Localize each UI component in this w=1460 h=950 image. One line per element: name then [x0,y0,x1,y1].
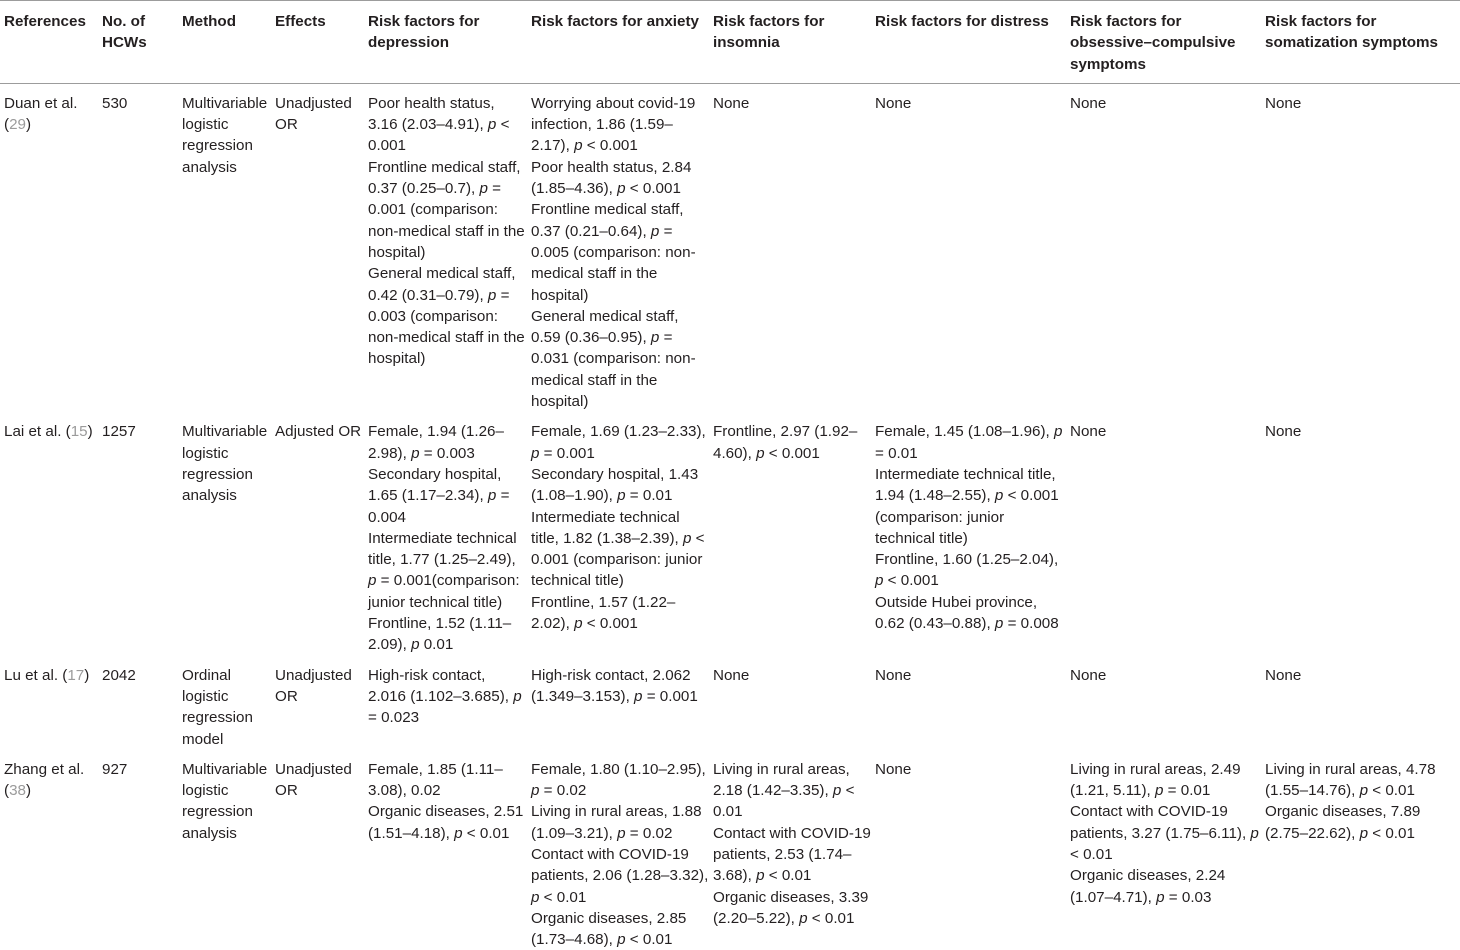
header-ocd: Risk factors for obsessive–compulsive symptoms [1066,1,1261,84]
risk-factor-entry: Contact with COVID-19 patients, 2.53 (1.74–3.68), p < 0.01 [713,824,871,885]
cell-reference: Zhang et al. (38) [4,760,85,800]
risk-factor-entry: Living in rural areas, 1.88 (1.09–3.21), p = 0.02 [531,803,702,842]
cell-distress [871,83,1066,412]
cell-ocd [1066,656,1261,750]
risk-factor-entry: Female, 1.45 (1.08–1.96), p = 0.01 [875,423,1063,462]
header-insomnia: Risk factors for insomnia [709,1,871,84]
reference-author: Lai et al. [4,423,62,441]
table-row [0,83,1460,412]
risk-factor-entry: Intermediate technical title, 1.94 (1.48–2.55), p < 0.001 (comparison: junior technical title) [875,465,1059,547]
cell-effects: Unadjusted OR [275,760,352,800]
header-references: References [0,1,98,84]
reference-author: Duan et al. [4,94,78,112]
cell-method: Ordinal logistic regression model [182,666,253,748]
reference-link[interactable]: 17 [67,666,85,684]
risk-factor-entry: Intermediate technical title, 1.82 (1.38–2.39), p < 0.001 (comparison: junior technical title) [531,508,705,590]
cell-ocd [1066,412,1261,655]
risk-factor-entry: Organic diseases, 2.85 (1.73–4.68), p < 0.01 [531,909,687,949]
risk-factor-entry: General medical staff, 0.42 (0.31–0.79), p = 0.003 (comparison: non-medical staff in the hospital) [368,265,525,368]
risk-factor-entry: Organic diseases, 3.39 (2.20–5.22), p < 0.01 [713,888,869,927]
risk-factor-entry: Organic diseases, 2.51 (1.51–4.18), p < 0.01 [368,803,524,842]
cell-insomnia [709,750,871,950]
table-row [0,656,1460,750]
header-depression: Risk factors for depression [364,1,527,84]
reference-link[interactable]: 29 [9,116,26,134]
risk-factor-entry: Worrying about covid-19 infection, 1.86 (1.59–2.17), p < 0.001 [531,94,696,155]
cell-depression [364,656,527,750]
risk-factor-entry: Poor health status, 3.16 (2.03–4.91), p < 0.001 [368,94,510,155]
risk-factor-entry: Contact with COVID-19 patients, 2.06 (1.28–3.32), p < 0.01 [531,845,709,906]
reference-author: Lu et al. [4,666,59,684]
risk-factor-entry: None [875,94,912,112]
cell-reference: Lu et al. (17) [4,666,90,684]
cell-somatization [1261,656,1460,750]
risk-factor-entry: Living in rural areas, 2.18 (1.42–3.35), p < 0.01 [713,760,855,821]
risk-factor-entry: Poor health status, 2.84 (1.85–4.36), p < 0.001 [531,158,692,198]
risk-factor-entry: None [1265,666,1302,684]
risk-factor-entry: None [1070,666,1107,684]
cell-depression [364,750,527,950]
cell-insomnia [709,83,871,412]
cell-insomnia [709,656,871,750]
cell-effects: Unadjusted OR [275,666,352,705]
cell-hcws: 1257 [102,423,136,441]
cell-distress [871,412,1066,655]
cell-depression [364,412,527,655]
cell-hcws: 2042 [102,666,136,684]
risk-factor-entry: Living in rural areas, 2.49 (1.21, 5.11), p = 0.01 [1070,760,1241,800]
cell-ocd [1066,750,1261,950]
cell-effects: Adjusted OR [275,423,362,441]
cell-method: Multivariable logistic regression analysis [182,423,268,505]
cell-distress [871,750,1066,950]
risk-factor-entry: Frontline, 2.97 (1.92–4.60), p < 0.001 [713,423,858,462]
cell-effects: Unadjusted OR [275,94,352,134]
risk-factor-entry: Contact with COVID-19 patients, 3.27 (1.75–6.11), p < 0.01 [1070,803,1259,863]
cell-somatization [1261,83,1460,412]
cell-distress [871,656,1066,750]
cell-ocd [1066,83,1261,412]
risk-factor-entry: Intermediate technical title, 1.77 (1.25–2.49), p = 0.001(comparison: junior technical title) [368,529,520,611]
risk-factor-entry: None [1265,94,1302,112]
risk-factor-entry: Frontline, 1.52 (1.11–2.09), p 0.01 [368,615,512,654]
table-body [0,83,1460,950]
risk-factor-entry: Female, 1.94 (1.26–2.98), p = 0.003 [368,423,504,462]
cell-insomnia [709,412,871,655]
cell-anxiety [527,656,709,750]
cell-reference: Duan et al. (29) [4,94,78,134]
cell-depression [364,83,527,412]
risk-factor-entry: None [713,94,750,112]
table-header-row [0,1,1460,84]
risk-factor-entry: None [1070,423,1107,441]
risk-factor-entry: Frontline medical staff, 0.37 (0.21–0.64), p = 0.005 (comparison: non-medical staff in the hospital) [531,201,696,304]
cell-method: Multivariable logistic regression analysis [182,94,268,176]
reference-author: Zhang et al. [4,760,85,778]
header-distress: Risk factors for distress [871,1,1066,84]
risk-factor-entry: Female, 1.80 (1.10–2.95), p = 0.02 [531,760,706,800]
risk-factor-entry: Female, 1.69 (1.23–2.33), p = 0.001 [531,423,706,462]
reference-link[interactable]: 38 [9,782,26,800]
risk-factor-entry: Frontline medical staff, 0.37 (0.25–0.7), p = 0.001 (comparison: non-medical staff in the hospital) [368,158,525,261]
table-row [0,412,1460,655]
cell-somatization [1261,750,1460,950]
cell-anxiety [527,412,709,655]
risk-factor-entry: Organic diseases, 2.24 (1.07–4.71), p = 0.03 [1070,867,1226,906]
risk-factor-entry: None [1265,423,1302,441]
risk-factor-entry: Outside Hubei province, 0.62 (0.43–0.88), p = 0.008 [875,593,1059,633]
risk-factor-entry: High-risk contact, 2.016 (1.102–3.685), p = 0.023 [368,666,522,727]
cell-method: Multivariable logistic regression analysis [182,760,268,842]
risk-factor-entry: None [713,666,750,684]
header-method: Method [178,1,271,84]
header-anxiety: Risk factors for anxiety [527,1,709,84]
cell-hcws: 927 [102,760,128,778]
risk-factor-entry: High-risk contact, 2.062 (1.349–3.153), p = 0.001 [531,666,698,705]
table-row [0,750,1460,950]
risk-factor-entry: Frontline, 1.57 (1.22–2.02), p < 0.001 [531,593,676,633]
cell-reference: Lai et al. (15) [4,423,93,441]
risk-factor-entry: Frontline, 1.60 (1.25–2.04), p < 0.001 [875,551,1059,590]
risk-factor-entry: Secondary hospital, 1.65 (1.17–2.34), p = 0.004 [368,465,510,526]
risk-factor-entry: Female, 1.85 (1.11–3.08), 0.02 [368,760,503,800]
risk-factor-entry: Organic diseases, 7.89 (2.75–22.62), p < 0.01 [1265,803,1421,842]
risk-factor-entry: None [875,760,912,778]
header-effects: Effects [271,1,364,84]
risk-factor-entry: General medical staff, 0.59 (0.36–0.95), p = 0.031 (comparison: non-medical staff in the hospital) [531,307,696,411]
header-somatization: Risk factors for somatization symptoms [1261,1,1460,84]
reference-link[interactable]: 15 [70,423,88,441]
risk-factor-entry: Secondary hospital, 1.43 (1.08–1.90), p = 0.01 [531,465,699,505]
cell-anxiety [527,750,709,950]
cell-somatization [1261,412,1460,655]
cell-hcws: 530 [102,94,128,112]
header-no-of-hcws: No. of HCWs [98,1,178,84]
risk-factor-entry: None [875,666,912,684]
risk-factor-entry: None [1070,94,1107,112]
risk-factor-entry: Living in rural areas, 4.78 (1.55–14.76), p < 0.01 [1265,760,1436,800]
cell-anxiety [527,83,709,412]
